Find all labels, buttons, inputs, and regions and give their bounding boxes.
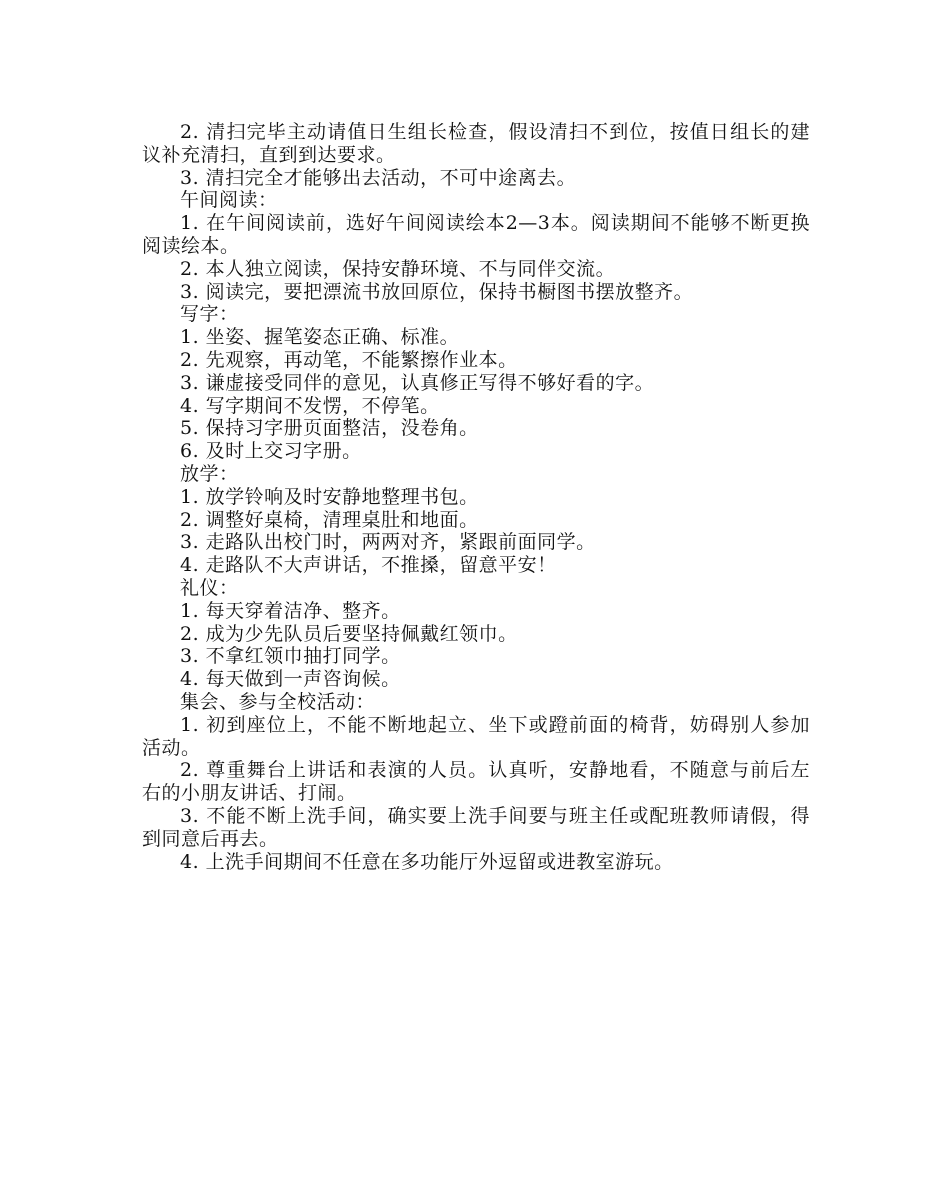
paragraph: 2. 成为少先队员后要坚持佩戴红领巾。	[180, 622, 518, 645]
paragraph: 2. 尊重舞台上讲话和表演的人员。认真听，安静地看，不随意与前后左右的小朋友讲话、打闹。	[142, 759, 810, 805]
paragraph: 1. 在午间阅读前，选好午间阅读绘本2—3本。阅读期间不能够不断更换阅读绘本。	[142, 212, 810, 257]
paragraph: 4. 走路队不大声讲话，不推搡，留意平安！	[180, 554, 557, 577]
paragraph: 4. 每天做到一声咨询候。	[180, 668, 401, 691]
section-heading: 午间阅读：	[180, 189, 278, 212]
section-heading: 放学：	[180, 462, 239, 485]
paragraph: 1. 每天穿着洁净、整齐。	[180, 599, 401, 622]
paragraph: 6. 及时上交习字册。	[180, 440, 362, 463]
paragraph: 5. 保持习字册页面整洁，没卷角。	[180, 417, 479, 440]
paragraph: 3. 不拿红领巾抽打同学。	[180, 645, 401, 668]
paragraph: 3. 不能不断上洗手间，确实要上洗手间要与班主任或配班教师请假，得到同意后再去。	[142, 804, 810, 850]
paragraph: 1. 放学铃响及时安静地整理书包。	[180, 485, 479, 508]
paragraph: 3. 谦虚接受同伴的意见，认真修正写得不够好看的字。	[180, 371, 655, 394]
section-heading: 集会、参与全校活动：	[180, 690, 376, 713]
section-heading: 礼仪：	[180, 576, 239, 599]
section-heading: 写字：	[180, 303, 239, 326]
paragraph: 3. 阅读完，要把漂流书放回原位，保持书橱图书摆放整齐。	[180, 280, 694, 303]
paragraph: 3. 清扫完全才能够出去活动，不可中途离去。	[180, 166, 577, 189]
document-body	[142, 121, 810, 873]
paragraph: 2. 本人独立阅读，保持安静环境、不与同伴交流。	[180, 257, 616, 280]
paragraph: 1. 坐姿、握笔姿态正确、标准。	[180, 326, 460, 349]
paragraph: 3. 走路队出校门时，两两对齐，紧跟前面同学。	[180, 531, 596, 554]
paragraph: 2. 调整好桌椅，清理桌肚和地面。	[180, 508, 479, 531]
paragraph: 2. 先观察，再动笔，不能繁擦作业本。	[180, 348, 518, 371]
paragraph: 4. 写字期间不发愣，不停笔。	[180, 394, 440, 417]
paragraph: 1. 初到座位上，不能不断地起立、坐下或蹬前面的椅背，妨碍别人参加活动。	[142, 713, 810, 759]
paragraph: 2. 清扫完毕主动请值日生组长检查，假设清扫不到位，按值日组长的建议补充清扫，直到到达要求。	[142, 121, 810, 166]
paragraph: 4. 上洗手间期间不任意在多功能厅外逗留或进教室游玩。	[180, 850, 674, 873]
